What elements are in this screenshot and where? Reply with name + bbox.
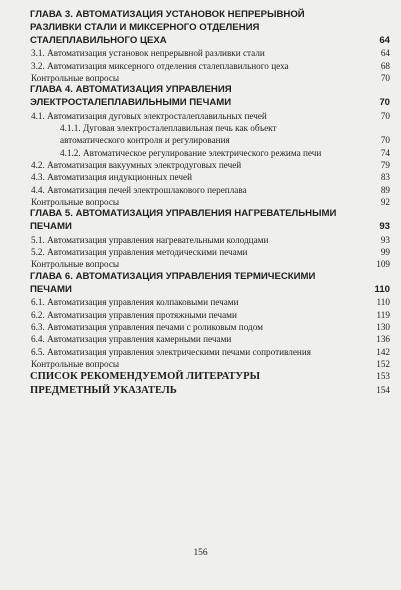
page-ref: 152 (376, 358, 390, 369)
chapter-title: ГЛАВА 6. АВТОМАТИЗАЦИЯ УПРАВЛЕНИЯ ТЕРМИЧЕСКИМИ ПЕЧАМИ (30, 270, 316, 295)
page-number: 156 (193, 548, 208, 558)
toc-entry (30, 184, 390, 196)
page-ref: 154 (376, 384, 390, 395)
entry-title: 6.3. Автоматизация управления печами с роликовым подом (31, 321, 263, 332)
entry-title: 3.2. Автоматизация миксерного отделения сталеплавильного цеха (31, 60, 289, 71)
entry-title: 4.1.1. Дуговая электросталеплавильная печь как объект автоматического контроля и регулирования (60, 123, 277, 146)
toc-chapter-3 (30, 9, 390, 47)
toc-entry (30, 47, 390, 59)
page-ref: 64 (380, 48, 390, 59)
page-ref: 74 (380, 147, 390, 158)
toc-chapter-5 (30, 208, 390, 234)
page-ref: 99 (380, 247, 390, 258)
page-ref: 83 (380, 172, 390, 183)
toc-entry (30, 110, 390, 122)
toc-entry (30, 321, 390, 333)
entry-title: 4.1. Автоматизация дуговых электросталеплавильных печей (31, 110, 267, 121)
entry-title: 5.2. Автоматизация управления методическими печами (31, 247, 248, 258)
page-ref: 79 (380, 160, 390, 171)
page-ref: 130 (376, 321, 390, 332)
page-ref: 70 (379, 97, 390, 109)
entry-title: 6.2. Автоматизация управления протяжными печами (31, 309, 237, 320)
section-title: ПРЕДМЕТНЫЙ УКАЗАТЕЛЬ (30, 384, 177, 396)
entry-title: 4.4. Автоматизация печей электрошлакового переплава (31, 184, 247, 195)
toc-entry (30, 258, 390, 270)
entry-title: 6.4. Автоматизация управления камерными печами (31, 334, 232, 345)
toc-entry (30, 346, 390, 358)
entry-title: 4.3. Автоматизация индукционных печей (31, 172, 192, 183)
page-ref: 68 (380, 60, 390, 71)
toc-references (30, 370, 390, 384)
toc-subject-index (30, 384, 390, 398)
section-title: СПИСОК РЕКОМЕНДУЕМОЙ ЛИТЕРАТУРЫ (30, 371, 261, 383)
toc-chapter-4 (30, 84, 390, 110)
page-ref: 93 (380, 234, 390, 245)
entry-title: Контрольные вопросы (31, 358, 120, 369)
toc-entry (30, 309, 390, 321)
page-ref: 153 (376, 371, 390, 382)
entry-title: 4.2. Автоматизация вакуумных электродуговых печей (31, 160, 242, 171)
entry-title: 6.5. Автоматизация управления электрическими печами сопротивления (31, 346, 311, 357)
entry-title: 4.1.2. Автоматическое регулирование электрического режима печи (60, 147, 322, 158)
entry-title: 5.1. Автоматизация управления нагревательными колодцами (31, 234, 269, 245)
toc-chapter-6 (30, 271, 390, 297)
page-ref: 70 (380, 135, 390, 146)
page-ref: 142 (376, 346, 390, 357)
toc-entry (30, 358, 390, 370)
entry-title: Контрольные вопросы (31, 196, 120, 207)
entry-title: Контрольные вопросы (31, 259, 120, 270)
page-ref: 136 (376, 334, 390, 345)
page-ref: 64 (379, 34, 390, 46)
page-ref: 109 (376, 259, 390, 270)
toc-entry (30, 333, 390, 345)
entry-title: 3.1. Автоматизация установок непрерывной разливки стали (31, 48, 265, 59)
entry-title: 6.1. Автоматизация управления колпаковыми печами (31, 297, 239, 308)
page-ref: 92 (380, 196, 390, 207)
toc-entry (30, 60, 390, 72)
page-ref: 93 (379, 221, 390, 233)
toc-subentry (30, 122, 390, 147)
page-ref: 89 (380, 184, 390, 195)
toc-entry (30, 296, 390, 308)
page-ref: 70 (380, 72, 390, 83)
toc-subentry (30, 147, 390, 159)
page-ref: 110 (374, 283, 390, 295)
toc-entry (30, 234, 390, 246)
page-ref: 119 (376, 309, 390, 320)
page-ref: 70 (380, 110, 390, 121)
chapter-title: ГЛАВА 4. АВТОМАТИЗАЦИЯ УПРАВЛЕНИЯ ЭЛЕКТРОСТАЛЕПЛАВИЛЬНЫМИ ПЕЧАМИ (30, 84, 232, 109)
chapter-title: ГЛАВА 5. АВТОМАТИЗАЦИЯ УПРАВЛЕНИЯ НАГРЕВАТЕЛЬНЫМИ ПЕЧАМИ (30, 208, 337, 233)
toc-entry (30, 171, 390, 183)
toc-entry (30, 72, 390, 84)
toc-entry (30, 196, 390, 208)
toc-entry (30, 246, 390, 258)
entry-title: Контрольные вопросы (31, 72, 120, 83)
toc-entry (30, 159, 390, 171)
page-ref: 110 (376, 297, 390, 308)
chapter-title: ГЛАВА 3. АВТОМАТИЗАЦИЯ УСТАНОВОК НЕПРЕРЫВНОЙ РАЗЛИВКИ СТАЛИ И МИКСЕРНОГО ОТДЕЛЕНИЯ СТАЛЕПЛАВИЛЬНОГО ЦЕХА (30, 9, 305, 46)
table-of-contents (30, 9, 390, 397)
